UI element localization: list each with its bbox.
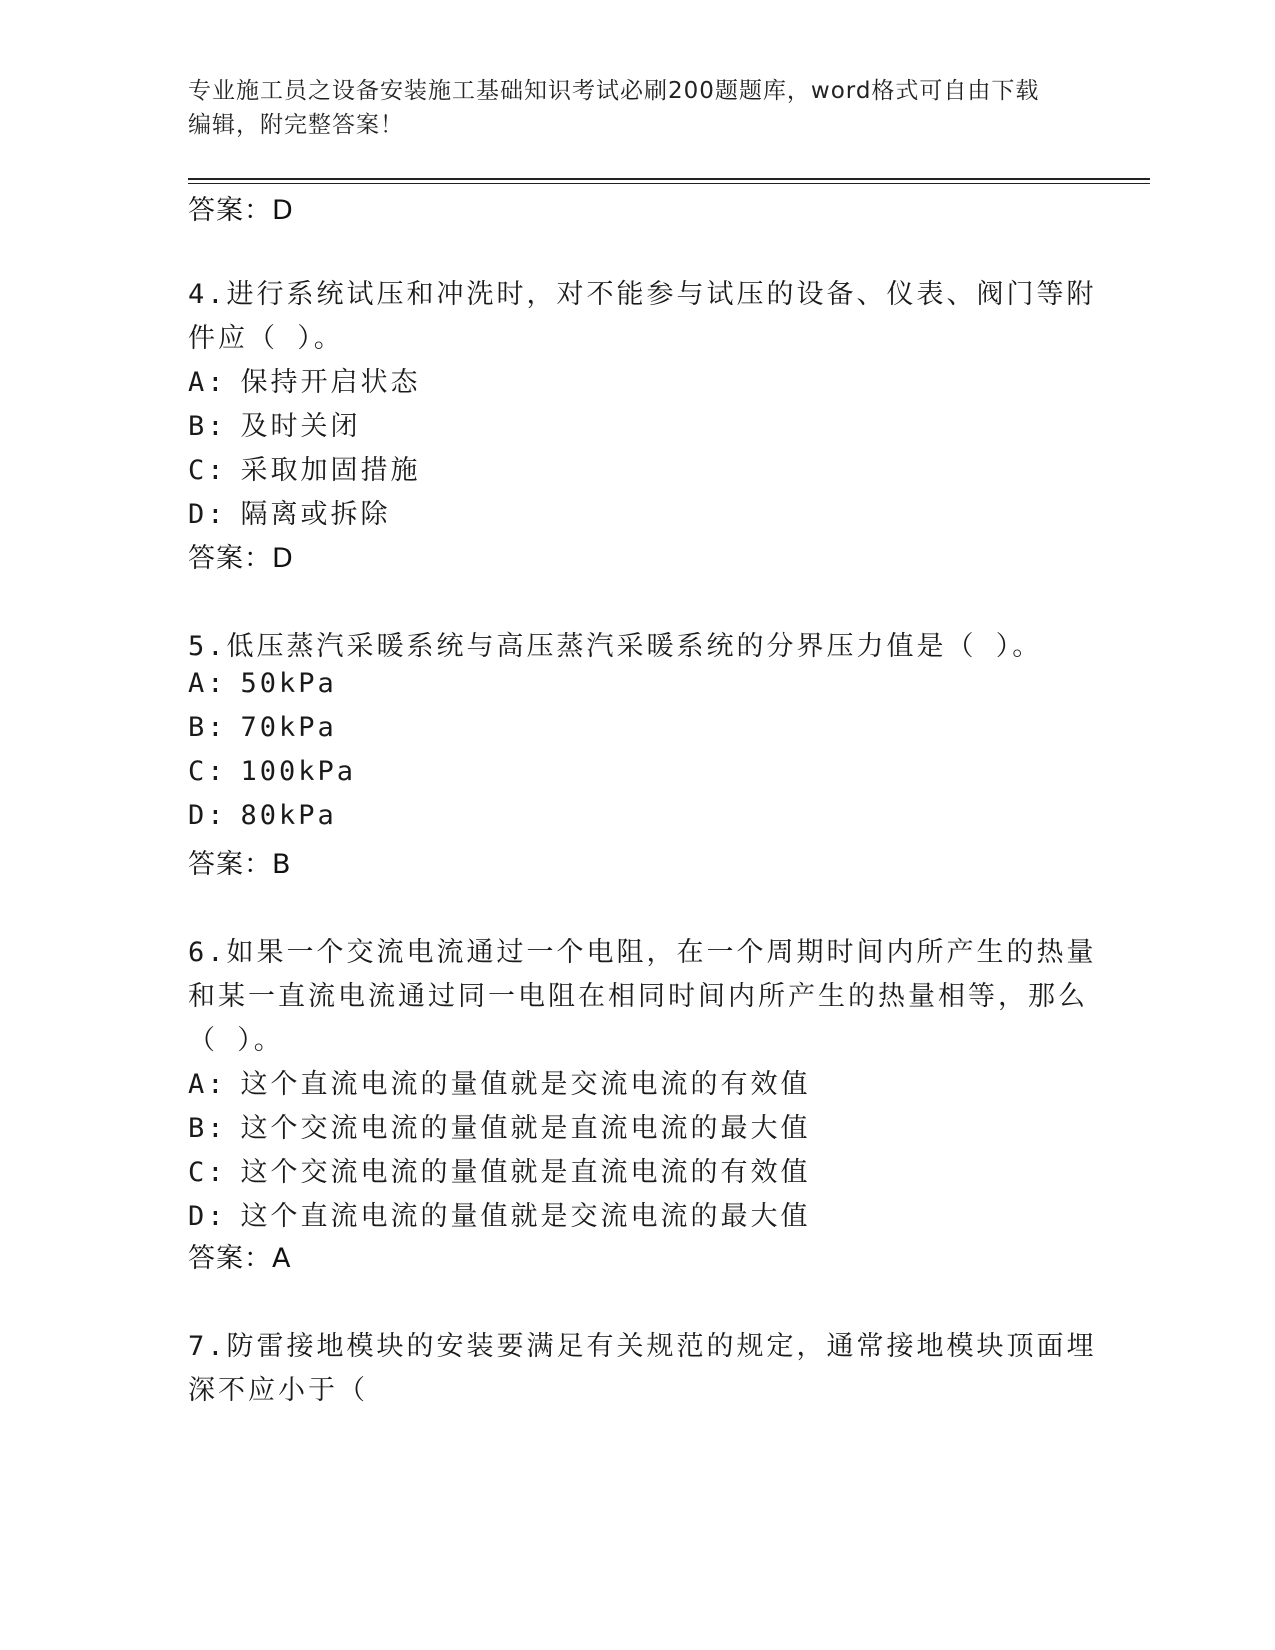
question-5-answer: 答案：B (188, 849, 292, 880)
question-6-line-1: 6.如果一个交流电流通过一个电阻，在一个周期时间内所产生的热量 (188, 937, 1097, 968)
option-text: 及时关闭 (240, 411, 361, 442)
option-letter: C: (188, 1157, 227, 1188)
question-5-option-b (188, 712, 337, 743)
question-7-line-1: 7.防雷接地模块的安装要满足有关规范的规定，通常接地模块顶面埋 (188, 1331, 1097, 1362)
question-5-option-d (188, 800, 337, 831)
question-6-line-2: 和某一直流电流通过同一电阻在相同时间内所产生的热量相等，那么 (188, 981, 1088, 1012)
question-4-answer: 答案：D (188, 543, 294, 574)
option-letter: A: (188, 1069, 227, 1100)
option-text: 80kPa (240, 800, 337, 831)
header-divider-thick (188, 178, 1150, 180)
question-4-option-b (188, 404, 361, 443)
question-7-line-2: 深不应小于（ (188, 1375, 368, 1406)
option-letter: C: (188, 756, 227, 787)
option-text: 70kPa (240, 712, 337, 743)
question-4-option-c (188, 448, 421, 487)
option-text: 保持开启状态 (240, 367, 421, 398)
question-6-option-b (188, 1106, 811, 1145)
question-4-line-2: 件应（ ）。 (188, 323, 344, 354)
document-header (188, 74, 1088, 142)
question-5-line-1: 5.低压蒸汽采暖系统与高压蒸汽采暖系统的分界压力值是（ ）。 (188, 631, 1043, 662)
option-letter: A: (188, 668, 227, 699)
answer-previous: 答案：D (188, 195, 294, 226)
question-5-option-a (188, 668, 337, 699)
option-text: 这个交流电流的量值就是直流电流的最大值 (240, 1113, 811, 1144)
option-text: 这个交流电流的量值就是直流电流的有效值 (240, 1157, 811, 1188)
option-text: 这个直流电流的量值就是交流电流的有效值 (240, 1069, 811, 1100)
option-letter: B: (188, 712, 227, 743)
question-4-option-d (188, 492, 391, 531)
question-4-line-1: 4.进行系统试压和冲洗时，对不能参与试压的设备、仪表、阀门等附 (188, 279, 1097, 310)
option-letter: D: (188, 800, 227, 831)
header-divider-thin (188, 183, 1150, 184)
option-letter: D: (188, 1201, 227, 1232)
question-6-option-a (188, 1062, 811, 1101)
option-text: 隔离或拆除 (240, 499, 391, 530)
option-text: 100kPa (240, 756, 357, 787)
question-6-option-c (188, 1150, 811, 1189)
question-6-line-3: （ ）。 (188, 1025, 284, 1056)
option-letter: B: (188, 1113, 227, 1144)
option-letter: C: (188, 455, 227, 486)
question-6-answer: 答案：A (188, 1243, 292, 1274)
option-letter: A: (188, 367, 227, 398)
header-title-line-1: 专业施工员之设备安装施工基础知识考试必刷200题题库，word格式可自由下载 (188, 78, 1040, 104)
option-text: 采取加固措施 (240, 455, 421, 486)
question-4-option-a (188, 360, 421, 399)
question-5-option-c (188, 756, 356, 787)
option-text: 50kPa (240, 668, 337, 699)
option-letter: B: (188, 411, 227, 442)
header-title-line-2: 编辑，附完整答案！ (188, 112, 404, 138)
question-6-option-d (188, 1194, 811, 1233)
option-letter: D: (188, 499, 227, 530)
option-text: 这个直流电流的量值就是交流电流的最大值 (240, 1201, 811, 1232)
